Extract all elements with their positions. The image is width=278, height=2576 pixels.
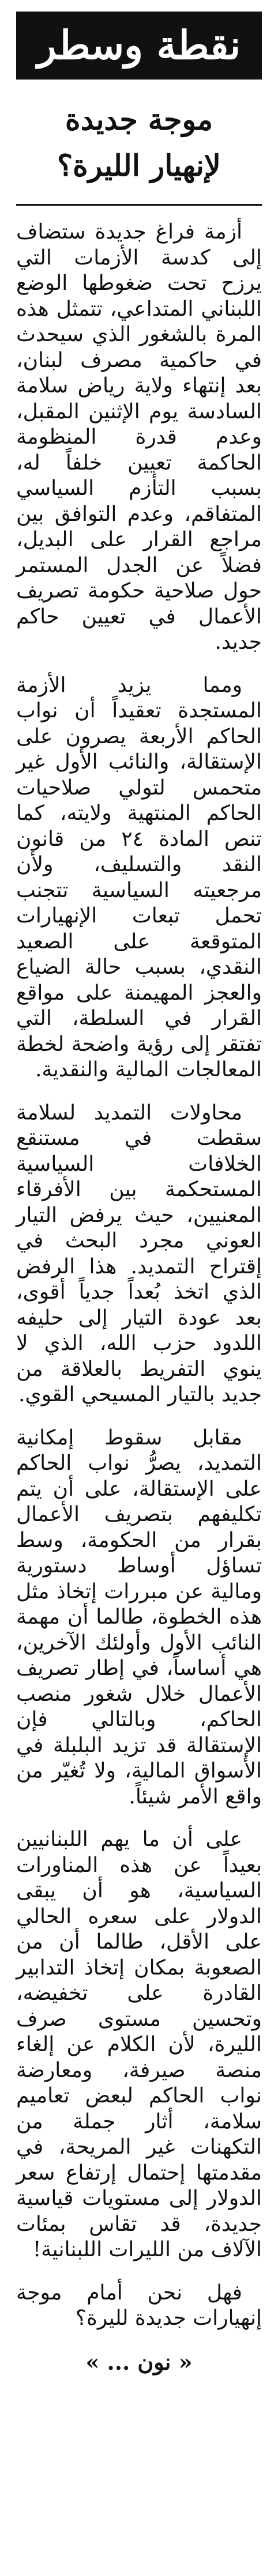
article-body <box>16 220 262 2332</box>
column-masthead: نقطة وسطر <box>16 12 262 80</box>
headline-divider <box>16 204 262 206</box>
paragraph-2: ومما يزيد الأزمة المستجدة تعقيداً أن نواب الحاكم الأربعة يصرون على الإستقالة، والنائب الأول غير متحمس لتولي صلاحيات الحاكم المنتهية ولايته، كما تنص المادة ٢٤ من قانون النقد والتسليف، ولأن مرجعيته السياسية تتجنب تحمل تبعات الإنهيارات المتوقعة على الصعيد النقدي، بسبب حالة الضياع والعجز المهيمنة على مواقع القرار في السلطة، التي تفتقر إلى رؤية واضحة لخطة المعالجات المالية والنقدية. <box>16 673 262 1081</box>
headline-line-2: لإنهيار الليرة؟ <box>57 149 221 183</box>
paragraph-4: مقابل سقوط إمكانية التمديد، يصرُّ نواب الحاكم على الإستقالة، على أن يتم تكليفهم بتصريف الأعمال بقرار من الحكومة، وسط تساؤل أوساط دستورية ومالية عن مبررات إتخاذ مثل هذه الخطوة، طالما أن مهمة النائب الأول وأولئك الآخرين، هي أساساً، في إطار تصريف الأعمال خلال شغور منصب الحاكم، وبالتالي فإن الإستقالة قد تزيد البلبلة في الأسواق المالية، ولا تُغيّر من واقع الأمر شيئاً. <box>16 1425 262 1809</box>
article-page <box>0 12 278 2576</box>
paragraph-3: محاولات التمديد لسلامة سقطت في مستنقع الخلافات السياسية المستحكمة بين الأفرقاء المعنيين، حيث يرفض التيار العوني مجرد البحث في إقتراح التمديد. هذا الرفض الذي اتخذ بُعداً جدياً أقوى، بعد عودة التيار إلى حليفه اللدود حزب الله، الذي لا ينوي التفريط بالعلاقة من جديد بالتيار المسيحي القوي. <box>16 1100 262 1406</box>
author-signature: « نون ... » <box>85 2348 193 2375</box>
paragraph-1: أزمة فراغ جديدة ستضاف إلى كدسة الأزمات التي يرزح تحت ضغوطها الوضع اللبناني المتداعي، تتمثل هذه المرة بالشغور الذي سيحدث في حاكمية مصرف لبنان، بعد إنتهاء ولاية رياض سلامة السادسة يوم الإثنين المقبل، وعدم قدرة المنظومة الحاكمة تعيين خلفاً له، بسبب التأزم السياسي المتفاقم، وعدم التوافق بين مراجع القرار على البديل، فضلاً عن الجدل المستمر حول صلاحية حكومة تصريف الأعمال في تعيين حاكم جديد. <box>16 220 262 654</box>
paragraph-5: على أن ما يهم اللبنانيين بعيداً عن هذه المناورات السياسية، هو أن يبقى الدولار على سعره الحالي على الأقل، طالما أن من الصعوبة بمكان إتخاذ التدابير القادرة على تخفيضه، وتحسين مستوى صرف الليرة، لأن الكلام عن إلغاء منصة صيرفة، ومعارضة نواب الحاكم لبعض تعاميم سلامة، أثار جملة من التكهنات غير المريحة، في مقدمتها إحتمال إرتفاع سعر الدولار إلى مستويات قياسية جديدة، قد تقاس بمئات الآلاف من الليرات اللبنانية! <box>16 1828 262 2261</box>
headline-line-1: موجة جديدة <box>65 103 213 137</box>
paragraph-6: فهل نحن أمام موجة إنهيارات جديدة لليرة؟ <box>16 2280 262 2330</box>
article-headline <box>16 97 262 189</box>
